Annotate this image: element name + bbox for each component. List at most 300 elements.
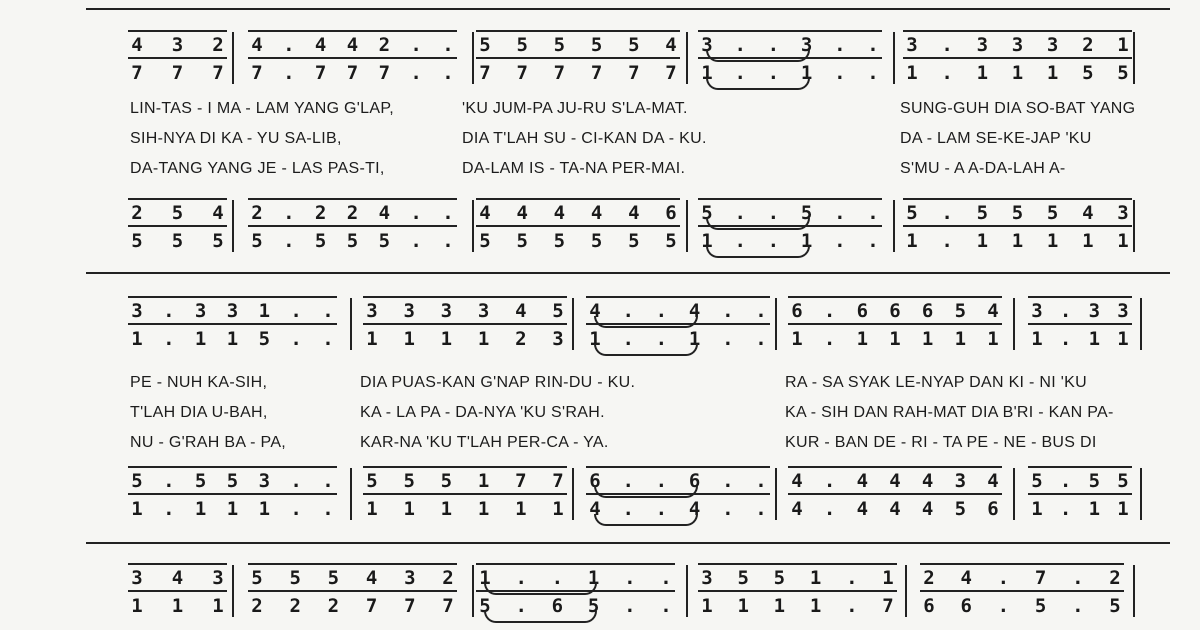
upper-beam (476, 198, 680, 200)
upper-note: 5 (1046, 202, 1059, 224)
upper-note: 3 (1046, 34, 1059, 56)
upper-note: 3 (226, 300, 239, 322)
upper-note: . (823, 470, 836, 492)
upper-note: 4 (628, 202, 640, 224)
notation-system (0, 198, 1200, 258)
middle-beam (363, 493, 567, 495)
middle-beam (128, 323, 337, 325)
middle-beam (128, 225, 227, 227)
upper-note: 5 (251, 567, 263, 589)
middle-beam (920, 590, 1124, 592)
lower-note: 2 (289, 595, 301, 617)
lower-note: 4 (921, 498, 934, 520)
lower-note: . (823, 328, 836, 350)
lower-note: 7 (365, 595, 378, 617)
upper-note: 4 (479, 202, 491, 224)
lower-note: 1 (800, 62, 813, 84)
upper-note: 2 (378, 34, 391, 56)
upper-note: 5 (976, 202, 989, 224)
lyric-line: S'MU - A A-DA-LAH A- (900, 160, 1066, 177)
upper-note: 1 (587, 567, 600, 589)
middle-beam (476, 225, 680, 227)
lower-note: 7 (442, 595, 454, 617)
lower-note: 1 (131, 595, 143, 617)
notation-system (0, 296, 1200, 356)
upper-beam (128, 198, 227, 200)
upper-note: 4 (590, 202, 603, 224)
bar-line (775, 468, 777, 520)
upper-note: . (283, 202, 295, 224)
lower-note: . (283, 230, 295, 252)
lower-note: 1 (552, 498, 564, 520)
notation-system (0, 466, 1200, 526)
bar-line (1133, 200, 1135, 252)
upper-beam (476, 563, 675, 565)
upper-note: 5 (1088, 470, 1101, 492)
lower-note: 1 (515, 498, 527, 520)
lower-note: 1 (131, 498, 143, 520)
upper-note: . (1072, 567, 1084, 589)
bar-line (350, 298, 352, 350)
lyric-line: T'LAH DIA U-BAH, (130, 404, 268, 421)
lower-note: 5 (212, 230, 224, 252)
upper-note: 4 (889, 470, 901, 492)
upper-note: . (410, 34, 422, 56)
upper-note: 3 (477, 300, 490, 322)
lower-note: 1 (1117, 328, 1129, 350)
lower-note: 5 (665, 230, 677, 252)
upper-beam (586, 466, 770, 468)
upper-note: . (834, 34, 846, 56)
upper-note: . (624, 567, 636, 589)
upper-note: 5 (366, 470, 378, 492)
lower-note: 7 (171, 62, 184, 84)
upper-note: 4 (960, 567, 972, 589)
upper-note: 5 (800, 202, 813, 224)
upper-note: 4 (212, 202, 224, 224)
lyric-line: DIA T'LAH SU - CI-KAN DA - KU. (462, 130, 707, 147)
lyric-line: RA - SA SYAK LE-NYAP DAN KI - NI 'KU (785, 374, 1087, 391)
lower-note: . (997, 595, 1010, 617)
upper-note: 6 (589, 470, 601, 492)
upper-note: 3 (212, 567, 224, 589)
lower-note: 1 (889, 328, 901, 350)
upper-note: 1 (477, 470, 490, 492)
upper-note: 5 (226, 470, 239, 492)
tie-arc (594, 514, 698, 526)
upper-note: 4 (589, 300, 601, 322)
upper-note: . (941, 202, 953, 224)
lower-note: . (655, 328, 668, 350)
system-divider (86, 542, 1170, 544)
upper-note: 3 (131, 567, 143, 589)
lower-note: 5 (587, 595, 600, 617)
middle-beam (903, 225, 1132, 227)
upper-note: 1 (809, 567, 822, 589)
lower-note: 1 (1088, 498, 1101, 520)
lower-note: . (867, 62, 879, 84)
lower-note: 5 (258, 328, 271, 350)
lyric-line: DA - LAM SE-KE-JAP 'KU (900, 130, 1092, 147)
lower-note: 1 (688, 328, 701, 350)
upper-note: . (515, 567, 527, 589)
lyric-line: DA-TANG YANG JE - LAS PAS-TI, (130, 160, 385, 177)
upper-note: . (734, 34, 746, 56)
upper-beam (248, 563, 457, 565)
lower-note: 5 (628, 230, 640, 252)
lower-note: . (290, 328, 302, 350)
lower-note: 7 (882, 595, 894, 617)
lower-note: 2 (515, 328, 527, 350)
upper-note: 5 (906, 202, 918, 224)
upper-note: 5 (737, 567, 749, 589)
upper-note: 3 (1011, 34, 1024, 56)
lyric-line: SUNG-GUH DIA SO-BAT YANG (900, 100, 1136, 117)
middle-beam (1028, 323, 1132, 325)
upper-note: 4 (378, 202, 391, 224)
lower-note: 1 (194, 498, 207, 520)
upper-note: 5 (1117, 470, 1129, 492)
upper-note: 6 (856, 300, 869, 322)
upper-note: 5 (552, 300, 564, 322)
upper-note: 2 (442, 567, 454, 589)
middle-beam (248, 57, 457, 59)
bar-line (572, 468, 574, 520)
lower-note: 7 (590, 62, 603, 84)
notation-system (0, 30, 1200, 90)
upper-note: 5 (553, 34, 566, 56)
upper-note: 5 (773, 567, 786, 589)
upper-note: . (410, 202, 422, 224)
lower-note: . (655, 498, 668, 520)
lyric-line: KAR-NA 'KU T'LAH PER-CA - YA. (360, 434, 609, 451)
lower-note: 1 (1088, 328, 1101, 350)
bar-line (472, 200, 474, 252)
upper-note: 4 (791, 470, 803, 492)
bar-line (1133, 32, 1135, 84)
lower-note: . (767, 62, 780, 84)
system-divider (86, 8, 1170, 10)
tie-arc (484, 611, 597, 623)
upper-note: 1 (258, 300, 271, 322)
upper-note: 5 (289, 567, 301, 589)
upper-beam (698, 563, 897, 565)
tie-arc (706, 218, 810, 230)
lower-note: 5 (479, 595, 491, 617)
upper-note: 4 (987, 300, 999, 322)
lower-note: . (722, 328, 734, 350)
upper-note: 5 (171, 202, 184, 224)
lower-note: . (442, 62, 454, 84)
lyric-line: PE - NUH KA-SIH, (130, 374, 268, 391)
upper-note: 5 (628, 34, 640, 56)
upper-note: 4 (515, 300, 527, 322)
upper-beam (476, 30, 680, 32)
lower-note: 5 (378, 230, 391, 252)
upper-note: . (867, 202, 879, 224)
lower-note: 5 (171, 230, 184, 252)
middle-beam (128, 590, 227, 592)
bar-line (893, 32, 895, 84)
lower-note: 1 (921, 328, 934, 350)
upper-note: 5 (1011, 202, 1024, 224)
upper-note: 1 (479, 567, 491, 589)
lower-note: . (515, 595, 527, 617)
lower-note: 1 (1117, 230, 1129, 252)
lower-note: 7 (251, 62, 263, 84)
upper-note: . (322, 300, 334, 322)
upper-note: 6 (921, 300, 934, 322)
tie-arc (706, 78, 810, 90)
lower-note: 1 (1031, 328, 1043, 350)
lower-note: 1 (976, 230, 989, 252)
middle-beam (788, 323, 1002, 325)
upper-note: 2 (1082, 34, 1094, 56)
lower-note: 1 (809, 595, 822, 617)
upper-beam (698, 30, 882, 32)
upper-note: . (655, 470, 668, 492)
lower-note: . (622, 328, 634, 350)
lower-note: 5 (590, 230, 603, 252)
upper-note: . (660, 567, 672, 589)
lower-note: . (846, 595, 858, 617)
lyric-line: KUR - BAN DE - RI - TA PE - NE - BUS DI (785, 434, 1097, 451)
lower-note: 5 (1109, 595, 1121, 617)
upper-note: 4 (688, 300, 701, 322)
lower-note: . (1059, 498, 1072, 520)
upper-note: . (997, 567, 1010, 589)
lower-note: 1 (791, 328, 803, 350)
bar-line (1140, 298, 1142, 350)
middle-beam (128, 57, 227, 59)
upper-note: 4 (553, 202, 566, 224)
lower-note: 1 (440, 498, 453, 520)
upper-note: 5 (516, 34, 528, 56)
lower-note: 1 (226, 498, 239, 520)
bar-line (472, 32, 474, 84)
tie-arc (484, 583, 597, 595)
lower-note: 6 (960, 595, 972, 617)
lower-note: . (1072, 595, 1084, 617)
upper-beam (903, 30, 1132, 32)
upper-note: 7 (515, 470, 527, 492)
bar-line (350, 468, 352, 520)
middle-beam (788, 493, 1002, 495)
upper-note: . (622, 300, 634, 322)
lower-note: . (722, 498, 734, 520)
upper-note: 4 (314, 34, 327, 56)
bar-line (232, 32, 234, 84)
upper-note: 3 (366, 300, 378, 322)
lower-note: 1 (954, 328, 967, 350)
upper-note: . (734, 202, 746, 224)
upper-note: 6 (688, 470, 701, 492)
upper-beam (128, 296, 337, 298)
lower-note: 6 (551, 595, 564, 617)
lower-note: . (734, 62, 746, 84)
lower-note: 1 (589, 328, 601, 350)
lyric-line: SIH-NYA DI KA - YU SA-LIB, (130, 130, 342, 147)
lower-note: 3 (552, 328, 564, 350)
upper-beam (788, 466, 1002, 468)
lower-note: 4 (791, 498, 803, 520)
lower-note: 1 (477, 498, 490, 520)
lower-note: 4 (889, 498, 901, 520)
lower-note: 1 (701, 595, 713, 617)
upper-beam (128, 30, 227, 32)
bar-line (686, 565, 688, 617)
tie-arc (706, 246, 810, 258)
lower-note: 1 (194, 328, 207, 350)
bar-line (905, 565, 907, 617)
upper-note: . (941, 34, 953, 56)
upper-note: 3 (701, 567, 713, 589)
lower-note: 5 (314, 230, 327, 252)
upper-note: 4 (1082, 202, 1094, 224)
lower-note: 5 (479, 230, 491, 252)
lower-note: 1 (906, 62, 918, 84)
lower-note: 1 (366, 328, 378, 350)
upper-note: . (290, 470, 302, 492)
lower-note: 2 (251, 595, 263, 617)
middle-beam (128, 493, 337, 495)
lower-note: 1 (477, 328, 490, 350)
bar-line (686, 32, 688, 84)
upper-note: 2 (251, 202, 263, 224)
upper-note: 5 (954, 300, 967, 322)
lower-note: . (622, 498, 634, 520)
bar-line (1013, 298, 1015, 350)
lyric-line: KA - SIH DAN RAH-MAT DIA B'RI - KAN PA- (785, 404, 1114, 421)
tie-arc (594, 486, 698, 498)
bar-line (893, 200, 895, 252)
upper-beam (920, 563, 1124, 565)
upper-beam (1028, 466, 1132, 468)
lower-note: . (941, 230, 953, 252)
upper-note: 4 (365, 567, 378, 589)
upper-note: 3 (404, 567, 416, 589)
upper-note: 3 (403, 300, 415, 322)
upper-beam (363, 296, 567, 298)
upper-beam (903, 198, 1132, 200)
lower-note: 1 (403, 498, 415, 520)
upper-note: 2 (212, 34, 224, 56)
bar-line (1133, 565, 1135, 617)
upper-note: 3 (1117, 202, 1129, 224)
upper-note: . (755, 300, 767, 322)
lower-note: 7 (212, 62, 224, 84)
upper-note: . (283, 34, 295, 56)
upper-note: 5 (479, 34, 491, 56)
upper-note: 7 (552, 470, 564, 492)
upper-note: 4 (171, 567, 184, 589)
lower-note: 1 (701, 62, 713, 84)
upper-note: . (622, 470, 634, 492)
bar-line (472, 565, 474, 617)
upper-beam (586, 296, 770, 298)
upper-note: . (442, 34, 454, 56)
lyric-line: DA-LAM IS - TA-NA PER-MAI. (462, 160, 686, 177)
lower-note: . (163, 498, 175, 520)
upper-note: 2 (923, 567, 935, 589)
lower-note: 6 (923, 595, 935, 617)
lower-note: 1 (1011, 62, 1024, 84)
lower-note: 6 (987, 498, 999, 520)
lyric-line: NU - G'RAH BA - PA, (130, 434, 287, 451)
upper-note: . (442, 202, 454, 224)
lower-note: . (163, 328, 175, 350)
upper-note: 3 (976, 34, 989, 56)
lower-note: . (283, 62, 295, 84)
lower-note: 1 (1082, 230, 1094, 252)
upper-beam (248, 30, 457, 32)
middle-beam (248, 590, 457, 592)
lower-note: 7 (628, 62, 640, 84)
lower-note: . (624, 595, 636, 617)
upper-beam (363, 466, 567, 468)
lower-note: 2 (327, 595, 340, 617)
lower-note: 1 (856, 328, 869, 350)
upper-note: 4 (346, 34, 359, 56)
upper-note: 4 (516, 202, 528, 224)
lower-note: 5 (131, 230, 143, 252)
upper-note: 5 (590, 34, 603, 56)
lower-note: . (767, 230, 780, 252)
upper-note: 3 (1088, 300, 1101, 322)
lyric-line: LIN-TAS - I MA - LAM YANG G'LAP, (130, 100, 394, 117)
lower-note: . (660, 595, 672, 617)
upper-note: 6 (665, 202, 677, 224)
tie-arc (594, 344, 698, 356)
lower-note: . (941, 62, 953, 84)
lower-note: 7 (314, 62, 327, 84)
bar-line (686, 200, 688, 252)
lower-note: 5 (1034, 595, 1047, 617)
upper-note: . (834, 202, 846, 224)
middle-beam (476, 57, 680, 59)
lower-note: 5 (954, 498, 967, 520)
bar-line (232, 200, 234, 252)
lower-note: 1 (1031, 498, 1043, 520)
middle-beam (903, 57, 1132, 59)
lower-note: . (823, 498, 836, 520)
upper-note: 5 (440, 470, 453, 492)
upper-note: . (722, 300, 734, 322)
upper-note: 6 (791, 300, 803, 322)
upper-note: . (1059, 300, 1072, 322)
tie-arc (706, 50, 810, 62)
lyric-line: KA - LA PA - DA-NYA 'KU S'RAH. (360, 404, 605, 421)
upper-note: . (767, 202, 780, 224)
lyric-line: 'KU JUM-PA JU-RU S'LA-MAT. (462, 100, 688, 117)
upper-note: 5 (327, 567, 340, 589)
lower-note: 1 (212, 595, 224, 617)
lower-note: . (410, 62, 422, 84)
lower-note: . (755, 498, 767, 520)
lower-note: 5 (1117, 62, 1129, 84)
lower-note: 1 (1011, 230, 1024, 252)
lyric-line: DIA PUAS-KAN G'NAP RIN-DU - KU. (360, 374, 636, 391)
upper-note: 6 (889, 300, 901, 322)
upper-note: . (290, 300, 302, 322)
upper-note: . (755, 470, 767, 492)
lower-note: 1 (906, 230, 918, 252)
bar-line (232, 565, 234, 617)
lower-note: 1 (131, 328, 143, 350)
lower-note: 1 (800, 230, 813, 252)
lower-note: 7 (516, 62, 528, 84)
lower-note: . (1059, 328, 1072, 350)
